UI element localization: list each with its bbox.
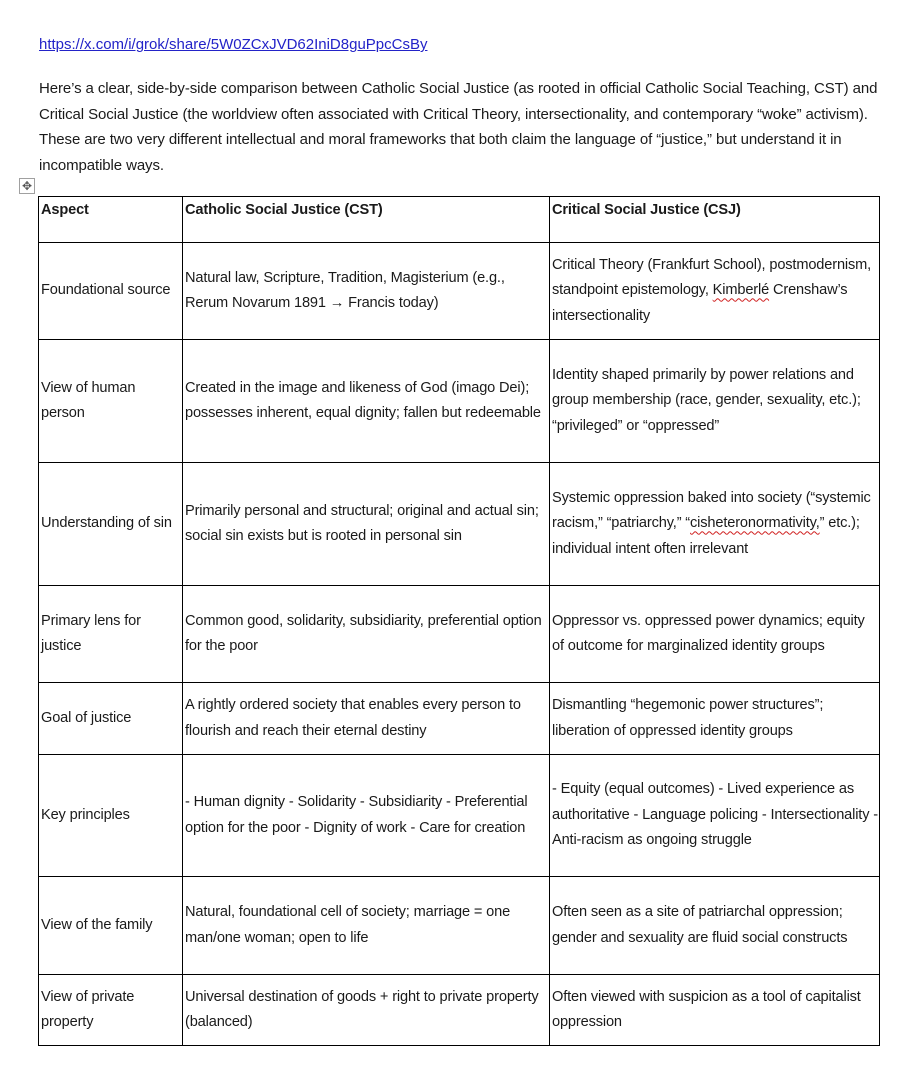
table-row: [39, 877, 880, 975]
spellcheck-underline: Kimberlé: [712, 282, 770, 299]
aspect-cell: View of private property: [39, 975, 183, 1046]
cst-cell: Natural, foundational cell of society; marriage = one man/one woman; open to life: [183, 877, 550, 975]
csj-cell: Dismantling “hegemonic power structures”; liberation of oppressed identity groups: [550, 683, 880, 755]
csj-cell: - Equity (equal outcomes) - Lived experience as authoritative - Language policing - Intersectionality - Anti-racism as ongoing struggle: [550, 755, 880, 877]
csj-cell: Often seen as a site of patriarchal oppression; gender and sexuality are fluid social constructs: [550, 877, 880, 975]
table-row: [39, 975, 880, 1046]
aspect-cell: Understanding of sin: [39, 463, 183, 586]
intro-paragraph: Here’s a clear, side-by-side comparison between Catholic Social Justice (as rooted in official Catholic Social Teaching, CST) and Critical Social Justice (the worldview often associated with Critical Theory, intersectionality, and contemporary “woke” activism). These are two very different intellectual and moral frameworks that both claim the language of “justice,” but understand it in incompatible ways.: [39, 80, 878, 174]
table-header-row: [39, 197, 880, 243]
aspect-cell: Primary lens for justice: [39, 586, 183, 683]
csj-cell: Identity shaped primarily by power relations and group membership (race, gender, sexuality, etc.); “privileged” or “oppressed”: [550, 340, 880, 463]
csj-cell: Critical Theory (Frankfurt School), postmodernism, standpoint epistemology, Kimberlé Crenshaw’s intersectionality: [550, 243, 880, 340]
csj-cell: Oppressor vs. oppressed power dynamics; equity of outcome for marginalized identity groups: [550, 586, 880, 683]
table-row: [39, 755, 880, 877]
csj-cell: Often viewed with suspicion as a tool of capitalist oppression: [550, 975, 880, 1046]
aspect-cell: View of the family: [39, 877, 183, 975]
cst-cell: Primarily personal and structural; original and actual sin; social sin exists but is rooted in personal sin: [183, 463, 550, 586]
header-aspect: Aspect: [39, 197, 183, 243]
grok-share-link[interactable]: https://x.com/i/grok/share/5W0ZCxJVD62IniD8guPpcCsBy: [39, 36, 428, 53]
cst-cell: Common good, solidarity, subsidiarity, preferential option for the poor: [183, 586, 550, 683]
table-row: [39, 586, 880, 683]
cst-cell: - Human dignity - Solidarity - Subsidiarity - Preferential option for the poor - Dignity of work - Care for creation: [183, 755, 550, 877]
comparison-table: [38, 196, 880, 1046]
cst-cell: A rightly ordered society that enables every person to flourish and reach their eternal destiny: [183, 683, 550, 755]
table-row: [39, 463, 880, 586]
cst-cell: Created in the image and likeness of God (imago Dei); possesses inherent, equal dignity; fallen but redeemable: [183, 340, 550, 463]
spellcheck-underline: cisheteronormativity,: [690, 515, 820, 532]
cst-cell: Natural law, Scripture, Tradition, Magisterium (e.g., Rerum Novarum 1891 → Francis today): [183, 243, 550, 340]
csj-cell: Systemic oppression baked into society (“systemic racism,” “patriarchy,” “cisheteronormativity,” etc.); individual intent often irrelevant: [550, 463, 880, 586]
aspect-cell: View of human person: [39, 340, 183, 463]
aspect-cell: Key principles: [39, 755, 183, 877]
table-row: [39, 243, 880, 340]
table-row: [39, 340, 880, 463]
aspect-cell: Foundational source: [39, 243, 183, 340]
cst-cell: Universal destination of goods + right to private property (balanced): [183, 975, 550, 1046]
table-move-handle-icon[interactable]: ✥: [19, 178, 35, 194]
header-cst: Catholic Social Justice (CST): [183, 197, 550, 243]
table-row: [39, 683, 880, 755]
aspect-cell: Goal of justice: [39, 683, 183, 755]
header-csj: Critical Social Justice (CSJ): [550, 197, 880, 243]
